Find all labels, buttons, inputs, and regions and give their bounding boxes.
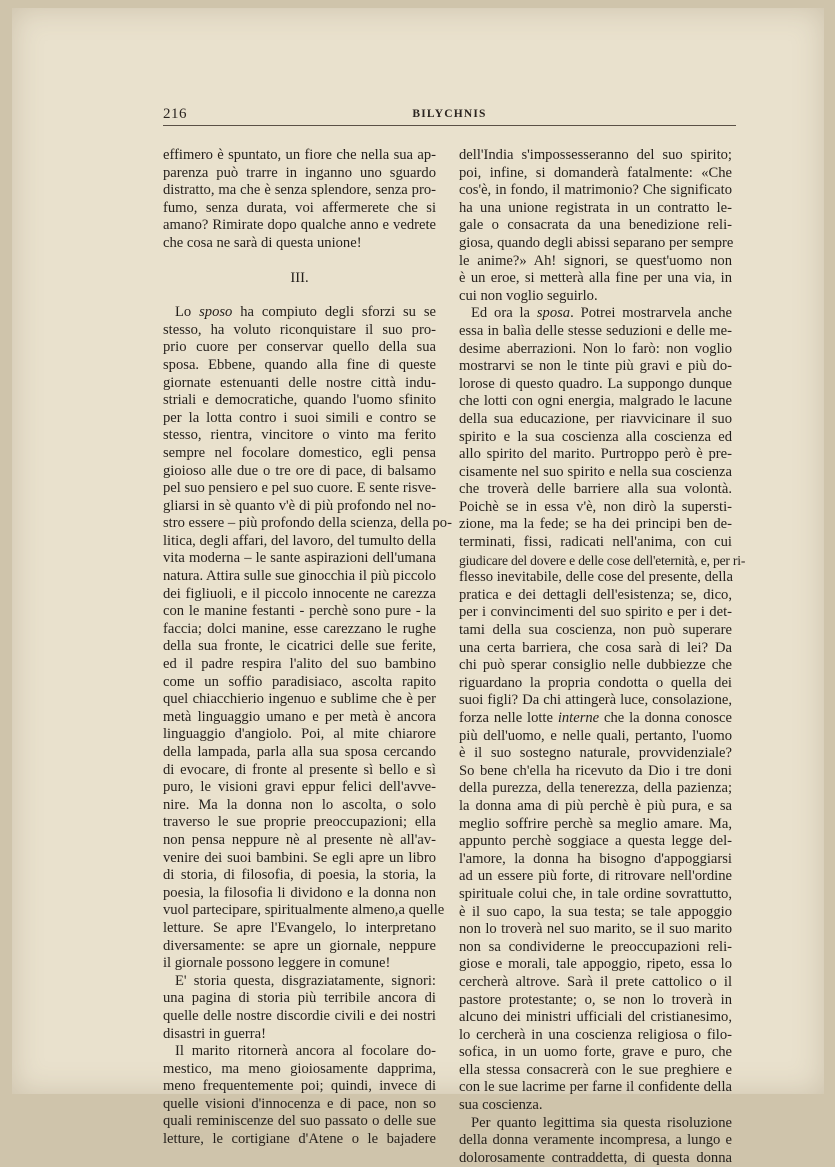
text-line: quelle delle nostre discordie civili e dei nostri bbox=[163, 1007, 436, 1024]
text-fragment: forza nelle lotte bbox=[459, 710, 558, 726]
text-line: meglio soffrire perchè sa meglio amare. Ma, bbox=[459, 815, 732, 832]
text-line: è un eroe, si metterà alla fine per una via, in bbox=[459, 270, 732, 287]
text-line: stro essere – più profondo della scienza, della po- bbox=[163, 515, 452, 532]
text-line: gioioso alle due o tre ore di pace, di balsamo bbox=[163, 462, 436, 479]
text-line: della purezza, della tenerezza, della pazienza; bbox=[459, 780, 732, 797]
text-line: che troverà delle barriere alla sua volontà. bbox=[459, 481, 732, 498]
text-line: con le manine festanti - perchè sono pure - la bbox=[163, 603, 436, 620]
text-line: amano? Rimirate dopo qualche anno e vedrete bbox=[163, 217, 436, 234]
text-line: stesso, ha voluto riconquistare il suo pro- bbox=[163, 321, 436, 338]
text-line: So bene ch'ella ha ricevuto da Dio i tre doni bbox=[459, 762, 732, 779]
text-line: sempre nel focolare domestico, egli pensa bbox=[163, 444, 436, 461]
text-line: striali e democratiche, quando l'uomo sfinito bbox=[163, 392, 436, 409]
text-line: disastri in guerra! bbox=[163, 1025, 266, 1042]
text-line: prio cuore per conservar quello della sua bbox=[163, 339, 436, 356]
text-line: gliarsi in sè quanto v'è di più profondo nel no- bbox=[163, 497, 436, 514]
text-line: diversamente: se apre un giornale, neppure bbox=[163, 937, 436, 954]
text-line: fumo, senza durata, voi affermerete che si bbox=[163, 199, 436, 216]
text-line: natura. Attira sulle sue ginocchia il più piccolo bbox=[163, 568, 436, 585]
text-line: per la lotta contro i suoi simili e contro se bbox=[163, 409, 436, 426]
text-line: dell'India s'impossesseranno del suo spirito; bbox=[459, 147, 732, 163]
text-line: spirituale colui che, in tale ordine sovrattutto, bbox=[459, 885, 732, 902]
text-line: quel chiacchierio ingenuo e sublime che è per bbox=[163, 691, 436, 708]
text-line: una pagina di storia più terribile ancora di bbox=[163, 990, 436, 1007]
text-line: appunto perchè soggiace a questa legge del- bbox=[459, 833, 732, 850]
italic-word: sposo bbox=[199, 304, 233, 321]
text-line: sposa. Ebbene, quando alla fine di queste bbox=[163, 356, 436, 373]
text-line: gale o consacrata da una benedizione reli- bbox=[459, 217, 732, 234]
text-line: allo spirito del marito. Purtroppo però è pre- bbox=[459, 446, 732, 463]
text-line: della lampada, parla alla sua sposa cercando bbox=[163, 744, 436, 760]
running-title: BILYCHNIS bbox=[412, 108, 487, 120]
text-line: che cosa ne sarà di questa unione! bbox=[163, 234, 362, 251]
text-line: desime aberrazioni. Non lo farò: non voglio bbox=[459, 340, 732, 357]
header-rule bbox=[163, 125, 736, 126]
text-line: Il marito ritornerà ancora al focolare do- bbox=[175, 1043, 436, 1060]
text-line: cui non voglio seguirlo. bbox=[459, 287, 598, 304]
text-line: traverso le sue proprie preoccupazioni; ella bbox=[163, 814, 436, 831]
text-line: vita moderna – le sante aspirazioni dell'umana bbox=[163, 550, 436, 567]
text-line: riguardano la propria condotta o quella dei bbox=[459, 674, 732, 691]
text-line: ha una unione registrata in un contratto le- bbox=[459, 199, 732, 216]
text-line: giudicare del dovere e delle cose dell'eternità, e, per ri- bbox=[459, 552, 746, 568]
text-fragment: ha compiuto degli sforzi su se bbox=[232, 304, 436, 321]
italic-word: interne bbox=[557, 710, 600, 726]
text-line: non pensa neppure nè al presente nè all'av- bbox=[163, 831, 436, 848]
text-line: giose e morali, tale appoggio, ripeto, essa lo bbox=[459, 956, 732, 973]
text-line: litica, degli affari, del lavoro, del tumulto della bbox=[163, 532, 436, 549]
text-line: sofica, in un uomo forte, grave e puro, che bbox=[459, 1044, 732, 1061]
text-line: alcuno dei ministri ufficiali del cristianesimo, bbox=[459, 1009, 732, 1026]
text-line: più dell'uomo, e nelle quali, pertanto, l'uomo bbox=[459, 727, 732, 744]
italic-word: sposa bbox=[536, 305, 571, 322]
text-line: tami della sua coscienza, non può superare bbox=[459, 622, 732, 639]
text-line: nire. Ma la donna non lo ascolta, o solo bbox=[163, 796, 436, 813]
text-line: quelle visioni d'innocenza e di pace, non so bbox=[163, 1095, 436, 1112]
text-line: mestico, ma meno gioiosamente dapprima, bbox=[163, 1060, 436, 1077]
text-line: giornate estenuanti delle nostre città indu- bbox=[163, 374, 436, 391]
italic-word: Lo bbox=[175, 304, 200, 321]
text-line: puro, le visioni gravi eppur felici dell'avve- bbox=[163, 779, 436, 796]
text-line: ella stessa consacrerà con le sue preghiere e bbox=[459, 1061, 732, 1078]
text-line: non sa condividerne le preoccupazioni reli- bbox=[459, 938, 732, 955]
text-line: di storia, di filosofia, di poesia, la storia, la bbox=[163, 867, 436, 884]
text-line: vuol partecipare, spiritualmente almeno,a quelle bbox=[163, 902, 445, 919]
text-line: lorose di questo quadro. La suppongo dunque bbox=[459, 375, 732, 392]
text-line: Per quanto legittima sia questa risoluzione bbox=[471, 1114, 732, 1131]
text-line: della sua fronte, le cicatrici delle sue ferite, bbox=[163, 638, 436, 655]
text-line bbox=[459, 710, 732, 728]
text-line: faccia; dolci manine, esse carezzano le rughe bbox=[163, 620, 436, 637]
text-line: metà linguaggio umano e per metà è ancora bbox=[163, 708, 436, 725]
text-line: che lotti con ogni energia, malgrado le lacune bbox=[459, 393, 732, 410]
text-line: pastore protestante; o, se non lo troverà in bbox=[459, 991, 732, 1008]
text-line: ad un essere più forte, di ritrovare nell'ordine bbox=[459, 868, 732, 885]
text-line: chi può sperar consiglio nelle dubbiezze che bbox=[459, 657, 732, 674]
blank-line bbox=[163, 253, 436, 270]
text-line: cercherà altrove. Sarà il prete cattolico o il bbox=[459, 973, 732, 990]
text-fragment: Ed ora la bbox=[471, 305, 537, 322]
right-column bbox=[459, 147, 746, 1167]
text-line: suoi figli? Da chi attingerà luce, consolazione, bbox=[459, 692, 732, 709]
text-line: cisamente nel suo spirito e nella sua coscienza bbox=[459, 463, 732, 480]
text-line: della sua educazione, per riavvicinare il suo bbox=[459, 410, 732, 427]
text-line: poi, infine, si domanderà fatalmente: «Che bbox=[459, 164, 732, 181]
text-line: quali reminiscenze del suo passato o delle sue bbox=[163, 1113, 436, 1130]
text-line bbox=[163, 304, 436, 322]
text-line: poesia, la filosofia li dividono e la donna non bbox=[163, 884, 436, 901]
text-line: linguaggio d'angiolo. Poi, al mite chiarore bbox=[163, 726, 436, 743]
text-line: l'amore, la donna ha bisogno d'appoggiarsi bbox=[459, 850, 732, 867]
text-line: sua coscienza. bbox=[459, 1097, 543, 1114]
text-line: pel suo pensiero e pel suo cuore. E sente risve- bbox=[163, 480, 437, 497]
text-line: stesso, rientra, vincitore o vinto ma ferito bbox=[163, 427, 436, 444]
text-line: E' storia questa, disgraziatamente, signori: bbox=[175, 972, 436, 989]
text-line: meno frequentemente poi; quindi, invece di bbox=[163, 1078, 436, 1095]
text-line: lo cercherà in una coscienza religiosa o filo- bbox=[459, 1026, 732, 1043]
text-line: terminati, fissi, radicati nell'anima, con cui bbox=[459, 534, 732, 551]
text-line: mostrarvi se non le tinte più gravi e più do- bbox=[459, 358, 732, 375]
text-line bbox=[459, 305, 732, 323]
text-line: con le sue lacrime per farne il confidente della bbox=[459, 1079, 732, 1096]
text-line: ed il padre respira l'alito del suo bambino bbox=[163, 656, 436, 673]
text-line: parenza può trarre in inganno uno sguardo bbox=[163, 164, 436, 181]
text-line: flesso inevitabile, delle cose del presente, della bbox=[459, 569, 733, 586]
text-line: è il suo sostegno naturale, provvidenziale? bbox=[459, 745, 732, 762]
text-line: per i convincimenti del suo spirito e per i det- bbox=[459, 604, 732, 621]
text-line: giosa, quando degli abissi separano per sempre bbox=[459, 234, 734, 251]
text-line: distratto, ma che è senza splendore, senza pro- bbox=[163, 182, 436, 199]
text-line: non lo troverà nel suo marito, se il suo marito bbox=[459, 921, 732, 938]
page-number: 216 bbox=[163, 106, 187, 122]
text-line: di evocare, di fronte al presente sì bello e sì bbox=[163, 761, 436, 778]
text-line: venire dei suoi bambini. Se egli apre un libro bbox=[163, 849, 436, 866]
section-heading: III. bbox=[290, 269, 309, 286]
text-line: pratica e dei dettagli dell'esistenza; se, dico, bbox=[459, 586, 732, 603]
text-fragment: . Potrei mostrarvela anche bbox=[570, 305, 732, 322]
blank-line bbox=[163, 287, 436, 304]
text-line: una certa barriera, che cosa sarà di lei? Da bbox=[459, 639, 732, 656]
text-line: zione, ma la fede; se ha dei principi ben de- bbox=[459, 516, 732, 533]
left-column bbox=[163, 147, 452, 1149]
text-line: la donna ama di più perchè è più pura, e sa bbox=[459, 797, 732, 814]
text-line: come un soffio paradisiaco, ascolta rapito bbox=[163, 673, 436, 690]
text-line: spirito e la sua coscienza alla coscienza ed bbox=[459, 428, 732, 445]
text-line: letture. Se apre l'Evangelo, lo interpretano bbox=[163, 919, 436, 936]
text-line: dolorosamente contraddetta, di questa donna bbox=[459, 1149, 732, 1166]
text-line: della donna veramente incompresa, a lungo e bbox=[459, 1132, 732, 1149]
text-line: il giornale possono leggere in comune! bbox=[163, 955, 391, 972]
text-line: Poichè se in essa v'è, non dirò la supersti- bbox=[459, 498, 732, 515]
text-line: dei figliuoli, e il piccolo innocente ne carezza bbox=[163, 585, 436, 602]
text-line: essa in balìa delle stesse seduzioni e delle me- bbox=[459, 322, 732, 339]
text-line: cos'è, in fondo, il matrimonio? Che significato bbox=[459, 182, 732, 199]
page-header bbox=[163, 106, 736, 124]
text-line: effimero è spuntato, un fiore che nella sua ap- bbox=[163, 147, 436, 163]
text-fragment: che la donna conosce bbox=[599, 710, 732, 726]
text-line: è il suo capo, la sua testa; se tale appoggio bbox=[459, 903, 732, 920]
text-line: letture, le cortigiane d'Atene o le bajadere bbox=[163, 1131, 436, 1148]
text-line: le anime?» Ah! signori, se quest'uomo non bbox=[459, 252, 732, 269]
